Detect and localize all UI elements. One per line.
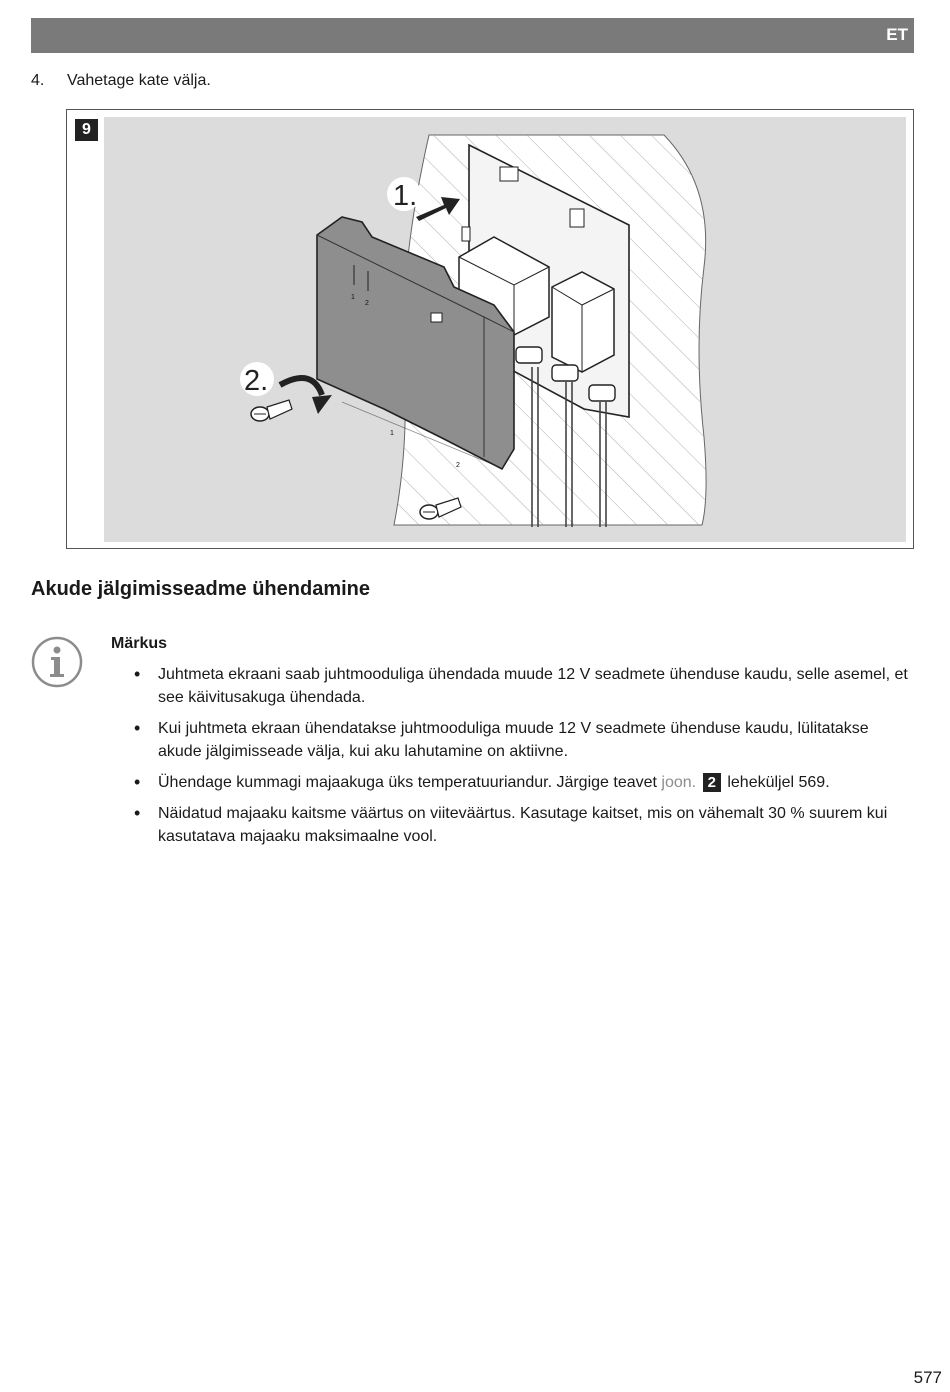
header-bar (31, 18, 914, 53)
label-step-2: 2. (244, 365, 269, 397)
note-list (134, 663, 914, 856)
info-icon (31, 636, 83, 688)
cover-replacement-illustration (104, 117, 906, 542)
battery-mark-2: 2 (456, 462, 460, 469)
screw-upper (251, 400, 292, 421)
note-item-3-page: leheküljel 569. (722, 774, 830, 791)
note-item-3 (134, 771, 914, 794)
step-text: Vahetage kate välja. (67, 72, 211, 89)
note-item-1: • Juhtmeta ekraani saab juhtmooduliga ühendada muude 12 V seadmete ühenduse kaudu, selle asemel, et see käivitusakuga ühendada. (134, 663, 914, 709)
note-title: Märkus (111, 635, 168, 652)
language-code: ET (886, 25, 908, 44)
battery-mark-1: 1 (390, 430, 394, 437)
note-item-3-text: Ühendage kummagi majaakuga üks temperatuuriandur. Järgige teavet (158, 774, 662, 791)
panel-mark-1: 1 (351, 294, 355, 301)
relay-block-right (552, 272, 614, 372)
figure-9 (66, 109, 914, 549)
note-item-4: • Näidatud majaaku kaitsme väärtus on viiteväärtus. Kasutage kaitset, mis on vähemalt 30 % suurem kui kasutatava majaaku maksimaalne vool. (134, 802, 914, 848)
step-4 (31, 72, 211, 90)
label-step-1: 1. (393, 180, 418, 212)
figure-badge: 9 (75, 119, 98, 141)
figure-ref-badge: 2 (703, 773, 721, 792)
page-number: 577 (913, 1368, 942, 1387)
note-item-2: • Kui juhtmeta ekraan ühendatakse juhtmooduliga muude 12 V seadmete ühenduse kaudu, lülitatakse akude jälgimisseade välja, kui aku lahutamine on aktiivne. (134, 717, 914, 763)
figure-link[interactable]: joon. (661, 774, 697, 791)
panel-mark-2: 2 (365, 300, 369, 307)
step-number: 4. (31, 72, 45, 89)
section-title: Akude jälgimisseadme ühendamine (31, 578, 370, 600)
